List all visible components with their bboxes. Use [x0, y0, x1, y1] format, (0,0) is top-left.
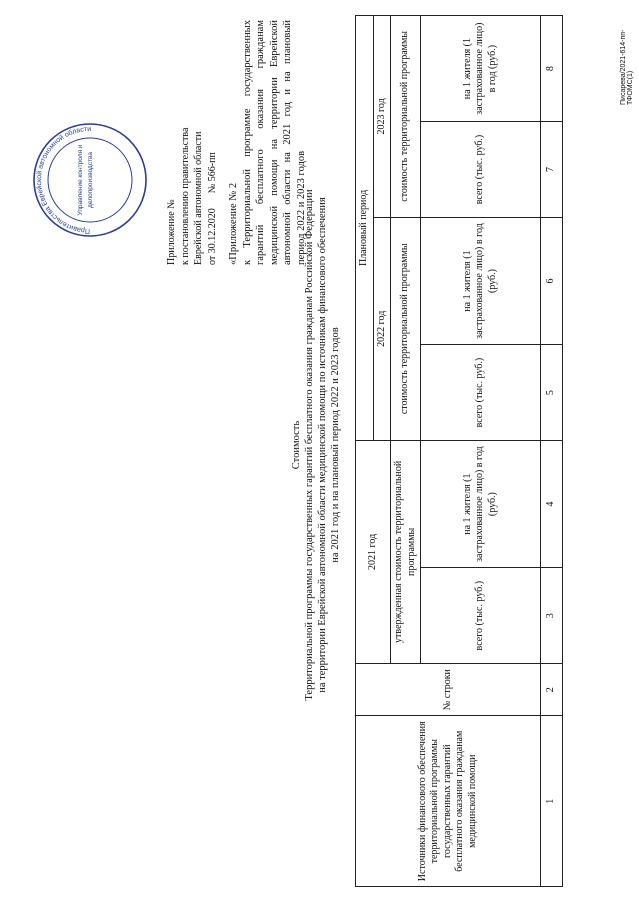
official-seal-stamp — [30, 120, 150, 240]
appendix-block — [165, 20, 308, 265]
header-cost-2023: стоимость территориальной программы — [391, 16, 421, 218]
col-num-1: 1 — [541, 716, 563, 887]
header-total-5: всего (тыс. руб.) — [421, 345, 541, 440]
header-cost-2022: стоимость территориальной программы — [391, 217, 421, 440]
title-line-4: на 2021 год и на плановый период 2022 и 2023 годов — [330, 327, 341, 563]
stamp-inner-1: Управление контроля и — [77, 144, 84, 216]
col-num-3: 3 — [541, 568, 563, 663]
appendix-stamp-line-1: Приложение № — [166, 199, 177, 265]
header-2021: 2021 год — [356, 440, 391, 663]
header-total-3: всего (тыс. руб.) — [421, 568, 541, 663]
header-planned: Плановый период — [356, 16, 374, 441]
appendix-text: к Территориальной программе государственных гарантий бесплатного оказания гражданам медицинской помощи на территории Еврейской автономной области на 2021 год и на плановый период 2022 и 2023 годов — [241, 20, 307, 265]
stamp-ring-text: Правительства Еврейской автономной области — [35, 125, 92, 235]
title-line-2: Территориальной программы государственных гарантий бесплатного оказания гражданам Российской Федерации — [304, 189, 315, 701]
header-total-7: всего (тыс. руб.) — [421, 122, 541, 217]
header-per-insured-8: на 1 жителя (1 застрахованное лицо) в год (руб.) — [421, 16, 541, 122]
header-row-number: № строки — [356, 663, 541, 716]
header-2022: 2022 год — [373, 217, 391, 440]
header-2023: 2023 год — [373, 16, 391, 218]
col-num-8: 8 — [541, 16, 563, 122]
document-title — [290, 125, 342, 765]
appendix-stamp-number: № 566-пп — [206, 152, 218, 194]
title-line-3: на территории Еврейской автономной области медицинской помощи по источникам финансового обеспечения — [317, 197, 328, 693]
appendix-stamp-date: от 30.12.2020 — [206, 208, 218, 265]
cost-table — [355, 15, 563, 887]
header-per-insured-4: на 1 жителя (1 застрахованное лицо) в год (руб.) — [421, 440, 541, 568]
appendix-title: «Приложение № 2 — [228, 182, 239, 265]
col-num-2: 2 — [541, 663, 563, 716]
header-approved-cost: утвержденная стоимость территориальной программы — [391, 440, 421, 663]
col-num-4: 4 — [541, 440, 563, 568]
col-num-5: 5 — [541, 345, 563, 440]
col-num-7: 7 — [541, 122, 563, 217]
appendix-stamp-line-3: Еврейской автономной области — [193, 131, 204, 265]
stamp-inner-2: делопроизводства — [87, 152, 94, 208]
col-num-6: 6 — [541, 217, 563, 345]
document-footer: Писарева/2021-614-пп-ТФОМС(1) — [620, 29, 634, 105]
header-per-insured-6: на 1 жителя (1 застрахованное лицо) в год (руб.) — [421, 217, 541, 345]
title-line-1: Стоимость — [291, 420, 302, 470]
header-source: Источники финансового обеспечения территориальной программы государственных гарантий бесплатного оказания гражданам медицинской помощи — [356, 716, 541, 887]
appendix-stamp-line-2: к постановлению правительства — [179, 127, 191, 265]
